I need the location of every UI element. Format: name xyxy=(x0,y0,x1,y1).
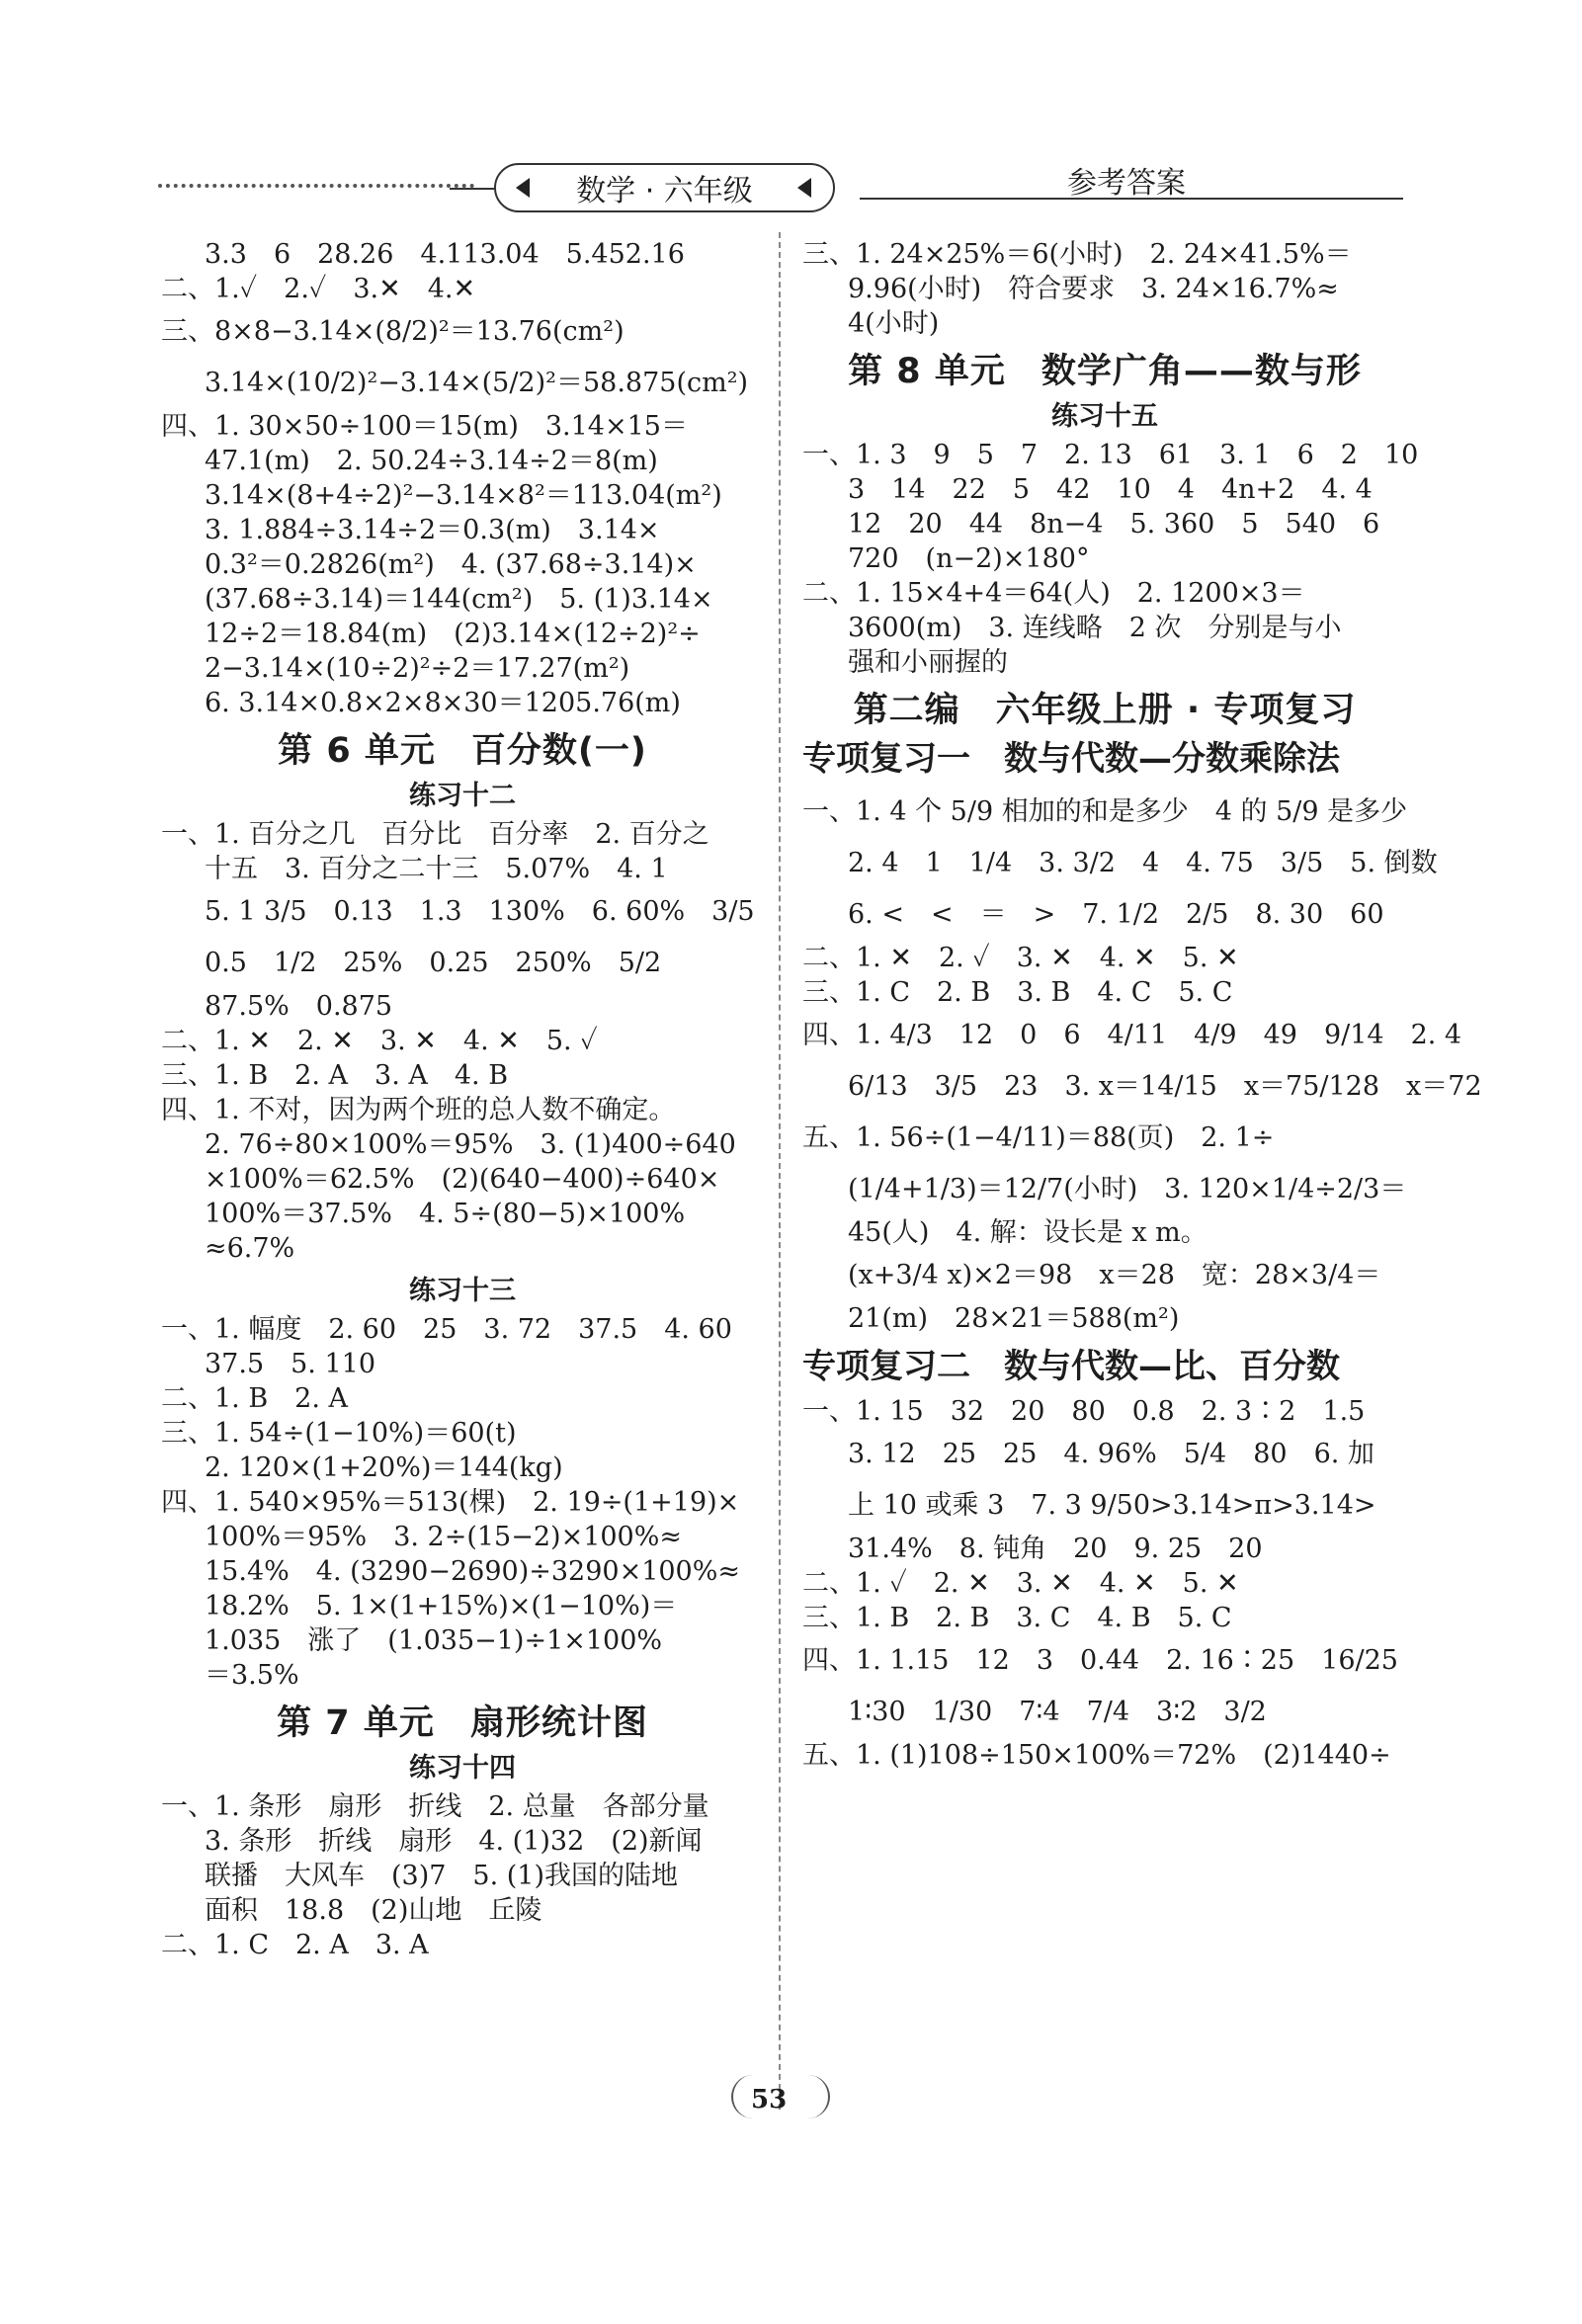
answer-line: 二、1. C 2. A 3. A xyxy=(161,1930,429,1960)
answer-line: 3 14 22 5 42 10 4 4n+2 4. 4 xyxy=(848,474,1373,505)
answer-line: 2. 120×(1+20%)＝144(kg) xyxy=(205,1452,563,1483)
answer-line: 100%＝37.5% 4. 5÷(80−5)×100% xyxy=(205,1199,686,1229)
answer-line: 5. 1 3/5 0.13̇ 1.3 130% 6. 60% 3/5 xyxy=(205,896,755,927)
unit6-heading: 第 6 单元 百分数(一) xyxy=(278,731,647,771)
answer-line: 100%＝95% 3. 2÷(15−2)×100%≈ xyxy=(205,1522,683,1552)
topic1-heading: 专项复习一 数与代数—分数乘除法 xyxy=(802,739,1340,779)
answer-line: 47.1(m) 2. 50.24÷3.14÷2＝8(m) xyxy=(205,446,658,476)
column-divider xyxy=(779,232,781,2110)
answer-line: 2. 4 1 1/4 3. 3/2 4 4. 75 3/5 5. 倒数 xyxy=(848,848,1438,878)
subject-badge xyxy=(494,163,835,212)
answer-line: 12÷2＝18.84(m) (2)3.14×(12÷2)²÷ xyxy=(205,619,701,649)
subject-title: 数学 · 六年级 xyxy=(576,174,753,208)
unit5-answers xyxy=(161,237,764,720)
left-arrow-icon xyxy=(516,178,530,198)
answer-line: (x+3/4 x)×2＝98 x＝28 宽：28×3/4＝ xyxy=(848,1260,1381,1290)
header-dotted-rule xyxy=(158,184,474,188)
answer-line: 3. 1.884÷3.14÷2＝0.3(m) 3.14× xyxy=(205,515,660,545)
exercise13-answers xyxy=(161,1312,764,1693)
answer-line: 一、1. 幅度 2. 60 25 3. 72 37.5 4. 60 xyxy=(161,1314,732,1345)
unit7-heading: 第 7 单元 扇形统计图 xyxy=(277,1703,648,1743)
answer-line: 四、1. 不对，因为两个班的总人数不确定。 xyxy=(161,1095,676,1125)
answer-line: 9.96(小时) 符合要求 3. 24×16.7%≈ xyxy=(848,274,1339,304)
answer-line: 一、1. 条形 扇形 折线 2. 总量 各部分量 xyxy=(161,1791,709,1822)
answer-line: 五、1. (1)108÷150×100%＝72% (2)1440÷ xyxy=(802,1740,1391,1771)
page-number: 53 xyxy=(751,2085,788,2115)
answer-line: 强和小丽握的 xyxy=(848,647,1008,678)
answer-line: 四、1. 30×50÷100＝15(m) 3.14×15＝ xyxy=(161,411,688,442)
answer-line: 3.14×(10/2)²−3.14×(5/2)²＝58.875(cm²) xyxy=(205,368,749,398)
answer-line: 二、1. ✓ 2. ✕ 3. ✕ 4. ✕ 5. ✕ xyxy=(802,1568,1239,1599)
answer-line: 一、1. 15 32 20 80 0.8 2. 3∶2 1.5 xyxy=(802,1396,1366,1427)
answer-line: 6. 3.14×0.8×2×8×30＝1205.76(m) xyxy=(205,688,681,718)
answer-line: 二、1. ✕ 2. ✓ 3. ✕ 4. ✕ 5. ✕ xyxy=(802,943,1239,973)
answer-line: 0.3²＝0.2826(m²) 4. (37.68÷3.14)× xyxy=(205,549,697,580)
left-column xyxy=(161,237,764,1962)
answer-line: 一、1. 4 个 5/9 相加的和是多少 4 的 5/9 是多少 xyxy=(802,796,1408,827)
answer-line: 上 10 或乘 3 7. 3 9/50>3.14̇>π>3.14> xyxy=(848,1490,1376,1521)
part2-heading: 第二编 六年级上册 · 专项复习 xyxy=(853,691,1357,730)
answer-line: 3. 条形 折线 扇形 4. (1)32 (2)新闻 xyxy=(205,1826,703,1857)
answer-line: 三、1. 24×25%＝6(小时) 2. 24×41.5%＝ xyxy=(802,239,1352,270)
answer-line: 18.2% 5. 1×(1+15%)×(1−10%)＝ xyxy=(205,1591,678,1621)
unit8-heading: 第 8 单元 数学广角——数与形 xyxy=(848,352,1362,391)
answer-line: 二、1. B 2. A xyxy=(161,1383,349,1414)
topic2-heading: 专项复习二 数与代数—比、百分数 xyxy=(802,1347,1340,1386)
answer-line: 三、1. 54÷(1−10%)＝60(t) xyxy=(161,1418,517,1449)
answer-line: 联播 大风车 (3)7 5. (1)我国的陆地 xyxy=(205,1861,679,1891)
answer-line: 2. 76÷80×100%＝95% 3. (1)400÷640 xyxy=(205,1129,736,1160)
answer-line: 6/13 3/5 23 3. x＝14/15 x＝75/128 x＝72 xyxy=(848,1071,1482,1102)
exercise15-heading: 练习十五 xyxy=(1051,401,1158,432)
answer-line: 1∶30 1/30 7∶4 7/4 3∶2 3/2 xyxy=(848,1697,1267,1727)
answer-line: 87.5% 0.875 xyxy=(205,991,393,1022)
answer-line: 二、1.✓ 2.✓ 3.✕ 4.✕ xyxy=(161,274,476,304)
right-column xyxy=(802,237,1482,1773)
answer-line: ≈6.7% xyxy=(205,1233,295,1264)
answer-line: 四、1. 540×95%＝513(棵) 2. 19÷(1+19)× xyxy=(161,1487,740,1518)
answer-line: (37.68÷3.14)＝144(cm²) 5. (1)3.14× xyxy=(205,584,713,615)
answer-line: 面积 18.8 (2)山地 丘陵 xyxy=(205,1895,542,1926)
topic2-answers xyxy=(802,1394,1407,1773)
answer-line: 一、1. 3 9 5 7 2. 13 61 3. 1 6 2 10 xyxy=(802,440,1419,470)
answer-line: 四、1. 4/3 12 0 6 4/11 4/9 49 9/14 2. 4 xyxy=(802,1020,1462,1050)
answer-line: 21(m) 28×21＝588(m²) xyxy=(848,1303,1180,1334)
answer-line: 三、1. B 2. B 3. C 4. B 5. C xyxy=(802,1603,1232,1633)
answer-line: 1.035 涨了 (1.035−1)÷1×100% xyxy=(205,1625,663,1656)
answer-line: 0.5 1/2 25% 0.25 250% 5/2 xyxy=(205,948,662,978)
exercise13-heading: 练习十三 xyxy=(409,1276,516,1306)
answer-line: 6. < < ＝ > 7. 1/2 2/5 8. 30 60 xyxy=(848,899,1384,930)
answer-line: ×100%＝62.5% (2)(640−400)÷640× xyxy=(205,1164,720,1195)
exercise12-answers xyxy=(161,817,764,1266)
answer-line: 二、1. 15×4+4＝64(人) 2. 1200×3＝ xyxy=(802,578,1305,609)
answer-line: 2−3.14×(10÷2)²÷2＝17.27(m²) xyxy=(205,653,630,684)
answer-line: 三、1. B 2. A 3. A 4. B xyxy=(161,1060,509,1091)
answer-line: 720 (n−2)×180° xyxy=(848,543,1090,574)
answer-line: 五、1. 56÷(1−4/11)＝88(页) 2. 1÷ xyxy=(802,1122,1275,1153)
answer-line: 31.4% 8. 钝角 20 9. 25 20 xyxy=(848,1534,1263,1564)
unit7-continued-answers xyxy=(802,237,1407,341)
exercise14-heading: 练习十四 xyxy=(409,1753,516,1784)
answer-line: ＝3.5% xyxy=(205,1660,299,1691)
topic1-answers xyxy=(802,787,1482,1336)
answer-line: (1/4+1/3)＝12/7(小时) 3. 120×1/4÷2/3＝ xyxy=(848,1174,1407,1204)
exercise14-answers xyxy=(161,1789,764,1962)
answer-line: 37.5 5. 110 xyxy=(205,1349,375,1379)
answer-line: 四、1. 1.15 12 3 0.44 2. 16∶25 16/25 xyxy=(802,1645,1398,1676)
answer-line: 3.3 6 28.26 4.113.04 5.452.16 xyxy=(205,239,685,270)
exercise12-heading: 练习十二 xyxy=(409,781,516,811)
answer-line: 三、1. C 2. B 3. B 4. C 5. C xyxy=(802,977,1233,1008)
header-rule-left xyxy=(450,188,494,190)
answer-line: 3600(m) 3. 连线略 2 次 分别是与小 xyxy=(848,613,1342,643)
answer-line: 15.4% 4. (3290−2690)÷3290×100%≈ xyxy=(205,1556,741,1587)
answer-line: 二、1. ✕ 2. ✕ 3. ✕ 4. ✕ 5. ✓ xyxy=(161,1026,598,1056)
answer-line: 一、1. 百分之几 百分比 百分率 2. 百分之 xyxy=(161,819,709,850)
left-arrow-icon xyxy=(797,178,811,198)
answer-title: 参考答案 xyxy=(1067,166,1186,201)
answer-line: 45(人) 4. 解：设长是 x m。 xyxy=(848,1217,1207,1248)
answer-line: 3.14×(8+4÷2)²−3.14×8²＝113.04(m²) xyxy=(205,480,722,511)
exercise15-answers xyxy=(802,438,1419,680)
answer-line: 3. 12 25 25 4. 96% 5/4 80 6. 加 xyxy=(848,1439,1374,1469)
answer-line: 三、8×8−3.14×(8/2)²＝13.76(cm²) xyxy=(161,316,624,347)
answer-line: 12 20 44 8n−4 5. 360 5 540 6 xyxy=(848,509,1380,540)
answer-line: 十五 3. 百分之二十三 5.07% 4. 1 xyxy=(205,854,668,884)
answer-line: 4(小时) xyxy=(848,308,940,339)
